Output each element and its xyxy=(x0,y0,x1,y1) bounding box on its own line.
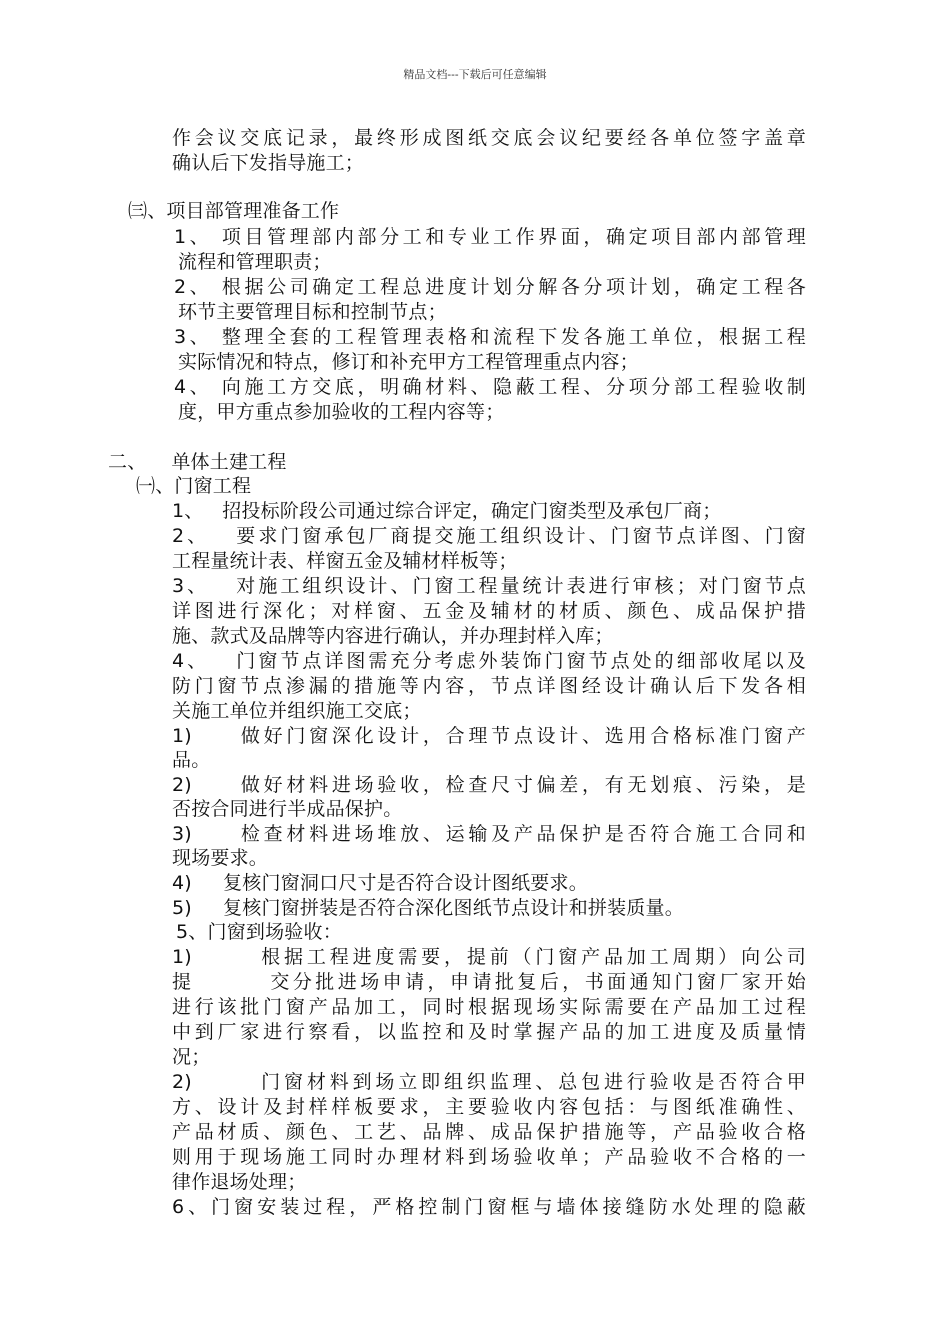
text-line: 确认后下发指导施工； xyxy=(172,152,365,174)
text-line: 中到厂家进行察看，以监控和及时掌握产品的加工进度及质量情 xyxy=(172,1021,806,1043)
text-line: 产品材质、颜色、工艺、品牌、成品保护措施等，产品验收合格 xyxy=(172,1121,806,1143)
text-line: 2) 做好材料进场验收，检查尺寸偏差，有无划痕、污染，是 xyxy=(172,774,806,796)
text-line: 4、 门窗节点详图需充分考虑外装饰门窗节点处的细部收尾以及 xyxy=(172,650,806,672)
text-line: 1、 项目管理部内部分工和专业工作界面，确定项目部内部管理 xyxy=(174,226,806,248)
text-line: 则用于现场施工同时办理材料到场验收单；产品验收不合格的一 xyxy=(172,1146,806,1168)
page-header: 精品文档---下载后可任意编辑 xyxy=(403,68,547,81)
text-line: 2、 根据公司确定工程总进度计划分解各分项计划，确定工程各 xyxy=(174,276,806,298)
text-line: 3、 整理全套的工程管理表格和流程下发各施工单位，根据工程 xyxy=(174,326,806,348)
text-line: 2、 要求门窗承包厂商提交施工组织设计、门窗节点详图、门窗 xyxy=(172,525,806,547)
text-line: 方、设计及封样样板要求，主要验收内容包括：与图纸准确性、 xyxy=(172,1096,806,1118)
text-line: 品。 xyxy=(172,749,211,771)
text-line: 5) 复核门窗拼装是否符合深化图纸节点设计和拼装质量。 xyxy=(172,897,684,919)
section-heading: ㈠、门窗工程 xyxy=(136,475,252,497)
text-line: 6、门窗安装过程，严格控制门窗框与墙体接缝防水处理的隐蔽 xyxy=(172,1196,806,1218)
text-line: 4、 向施工方交底，明确材料、隐蔽工程、分项分部工程验收制 xyxy=(174,376,806,398)
text-line: 关施工单位并组织施工交底； xyxy=(172,700,422,722)
text-line: 1) 做好门窗深化设计，合理节点设计、选用合格标准门窗产 xyxy=(172,725,806,747)
text-line: 况； xyxy=(172,1046,211,1068)
text-line: 度，甲方重点参加验收的工程内容等； xyxy=(178,401,505,423)
chapter-heading: 二、 单体土建工程 xyxy=(108,451,287,473)
text-line: 4) 复核门窗洞口尺寸是否符合设计图纸要求。 xyxy=(172,872,588,894)
text-line: 环节主要管理目标和控制节点； xyxy=(178,301,447,323)
text-line: 工程量统计表、样窗五金及辅材样板等； xyxy=(172,550,518,572)
section-heading: ㈢、项目部管理准备工作 xyxy=(128,200,340,222)
text-line: 1) 根据工程进度需要，提前（门窗产品加工周期）向公司 xyxy=(172,946,806,968)
text-line: 提 交分批进场申请，申请批复后，书面通知门窗厂家开始 xyxy=(172,971,806,993)
text-line: 3) 检查材料进场堆放、运输及产品保护是否符合施工合同和 xyxy=(172,823,806,845)
text-line: 否按合同进行半成品保护。 xyxy=(172,798,403,820)
text-line: 5、门窗到场验收： xyxy=(176,921,342,943)
text-line: 进行该批门窗产品加工，同时根据现场实际需要在产品加工过程 xyxy=(172,996,806,1018)
text-line: 防门窗节点渗漏的措施等内容，节点详图经设计确认后下发各相 xyxy=(172,675,806,697)
text-line: 流程和管理职责； xyxy=(178,251,332,273)
text-line: 施、款式及品牌等内容进行确认，并办理封样入库； xyxy=(172,625,614,647)
text-line: 实际情况和特点，修订和补充甲方工程管理重点内容； xyxy=(178,351,639,373)
text-line: 详图进行深化；对样窗、五金及辅材的材质、颜色、成品保护措 xyxy=(172,600,806,622)
text-line: 律作退场处理； xyxy=(172,1171,307,1193)
text-line: 3、 对施工组织设计、门窗工程量统计表进行审核；对门窗节点 xyxy=(172,575,806,597)
text-line: 1、 招投标阶段公司通过综合评定，确定门窗类型及承包厂商； xyxy=(172,500,722,522)
text-line: 作会议交底记录，最终形成图纸交底会议纪要经各单位签字盖章 xyxy=(172,127,806,149)
text-line: 现场要求。 xyxy=(172,847,269,869)
text-line: 2) 门窗材料到场立即组织监理、总包进行验收是否符合甲 xyxy=(172,1071,806,1093)
